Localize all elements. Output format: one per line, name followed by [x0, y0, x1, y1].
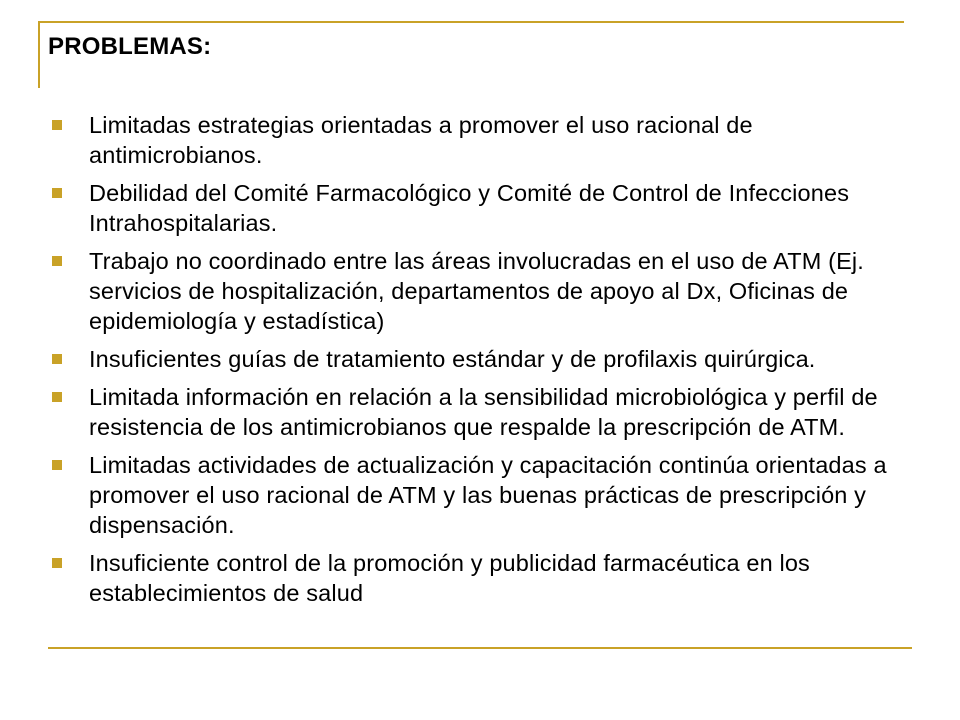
bullet-text: Limitadas estrategias orientadas a promover el uso racional de antimicrobianos.: [89, 112, 753, 168]
bullet-text: Limitadas actividades de actualización y capacitación continúa orientadas a promover el uso racional de ATM y las buenas prácticas de prescripción y dispensación.: [89, 452, 887, 538]
bullet-item: [48, 344, 908, 374]
square-bullet-icon: [52, 256, 62, 266]
square-bullet-icon: [52, 460, 62, 470]
bullet-text: Trabajo no coordinado entre las áreas involucradas en el uso de ATM (Ej. servicios de hospitalización, departamentos de apoyo al Dx, Oficinas de epidemiología y estadística): [89, 248, 864, 334]
bullet-item: [48, 110, 908, 170]
bullet-text: Insuficientes guías de tratamiento estándar y de profilaxis quirúrgica.: [89, 346, 816, 372]
bullet-list: [48, 110, 908, 616]
top-rule: [40, 21, 904, 23]
bottom-rule: [48, 647, 912, 649]
bullet-text: Debilidad del Comité Farmacológico y Comité de Control de Infecciones Intrahospitalarias.: [89, 180, 850, 236]
square-bullet-icon: [52, 392, 62, 402]
slide-title: PROBLEMAS:: [48, 33, 212, 60]
bullet-text: Limitada información en relación a la sensibilidad microbiológica y perfil de resistencia de los antimicrobianos que respalde la prescripción de ATM.: [89, 384, 878, 440]
bullet-item: [48, 246, 908, 336]
bullet-text: Insuficiente control de la promoción y publicidad farmacéutica en los establecimientos de salud: [89, 550, 810, 606]
square-bullet-icon: [52, 558, 62, 568]
bullet-item: [48, 450, 908, 540]
bullet-item: [48, 548, 908, 608]
left-rule: [38, 21, 40, 88]
bullet-item: [48, 178, 908, 238]
bullet-item: [48, 382, 908, 442]
square-bullet-icon: [52, 354, 62, 364]
square-bullet-icon: [52, 120, 62, 130]
square-bullet-icon: [52, 188, 62, 198]
